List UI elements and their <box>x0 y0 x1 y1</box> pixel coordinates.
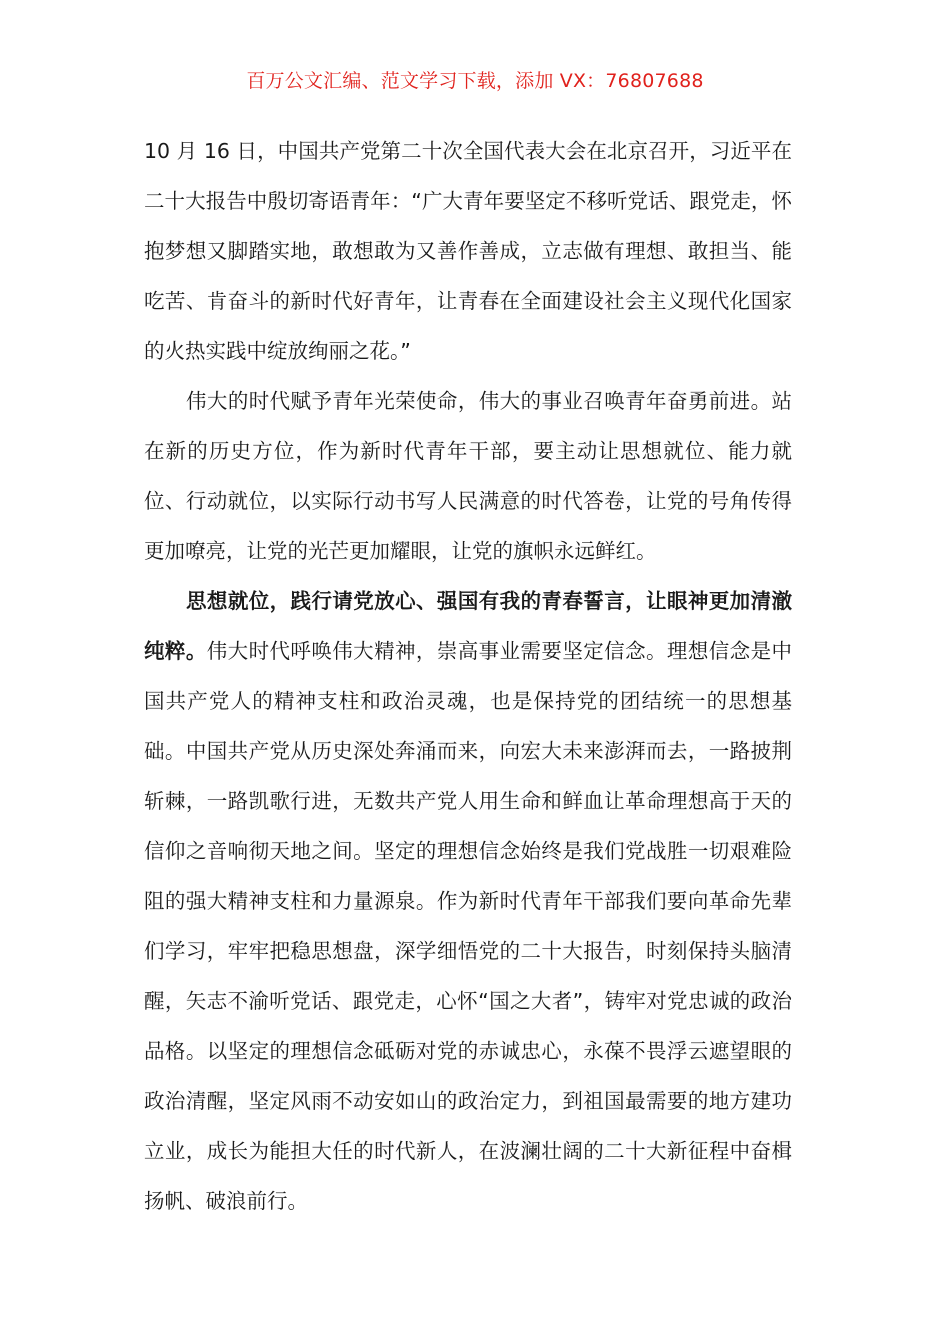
paragraph-3-body: 伟大时代呼唤伟大精神，崇高事业需要坚定信念。理想信念是中国共产党人的精神支柱和政治灵魂，也是保持党的团结统一的思想基础。中国共产党从历史深处奔涌而来，向宏大未来澎湃而去，一路披荆斩棘，一路凯歌行进，无数共产党人用生命和鲜血让革命理想高于天的信仰之音响彻天地之间。坚定的理想信念始终是我们党战胜一切艰难险阻的强大精神支柱和力量源泉。作为新时代青年干部我们要向革命先辈们学习，牢牢把稳思想盘，深学细悟党的二十大报告，时刻保持头脑清醒，矢志不渝听党话、跟党走，心怀“国之大者”，铸牢对党忠诚的政治品格。以坚定的理想信念砥砺对党的赤诚忠心，永葆不畏浮云遮望眼的政治清醒，坚定风雨不动安如山的政治定力，到祖国最需要的地方建功立业，成长为能担大任的时代新人，在波澜壮阔的二十大新征程中奋楫扬帆、破浪前行。 <box>144 639 792 1213</box>
watermark-header: 百万公文汇编、范文学习下载，添加 VX：76807688 <box>246 70 704 92</box>
paragraph-3 <box>144 576 792 1226</box>
paragraph-2: 伟大的时代赋予青年光荣使命，伟大的事业召唤青年奋勇前进。站在新的历史方位，作为新时代青年干部，要主动让思想就位、能力就位、行动就位，以实际行动书写人民满意的时代答卷，让党的号角传得更加嘹亮，让党的光芒更加耀眼，让党的旗帜永远鲜红。 <box>144 389 792 563</box>
paragraph-1: 10 月 16 日，中国共产党第二十次全国代表大会在北京召开，习近平在二十大报告中殷切寄语青年：“广大青年要坚定不移听党话、跟党走，怀抱梦想又脚踏实地，敢想敢为又善作善成，立志做有理想、敢担当、能吃苦、肯奋斗的新时代好青年，让青春在全面建设社会主义现代化国家的火热实践中绽放绚丽之花。” <box>144 139 792 363</box>
document-body <box>144 126 792 1226</box>
section-heading: 思想就位，践行请党放心、强国有我的青春誓言，让眼神更加清澈纯粹。 <box>144 589 792 663</box>
